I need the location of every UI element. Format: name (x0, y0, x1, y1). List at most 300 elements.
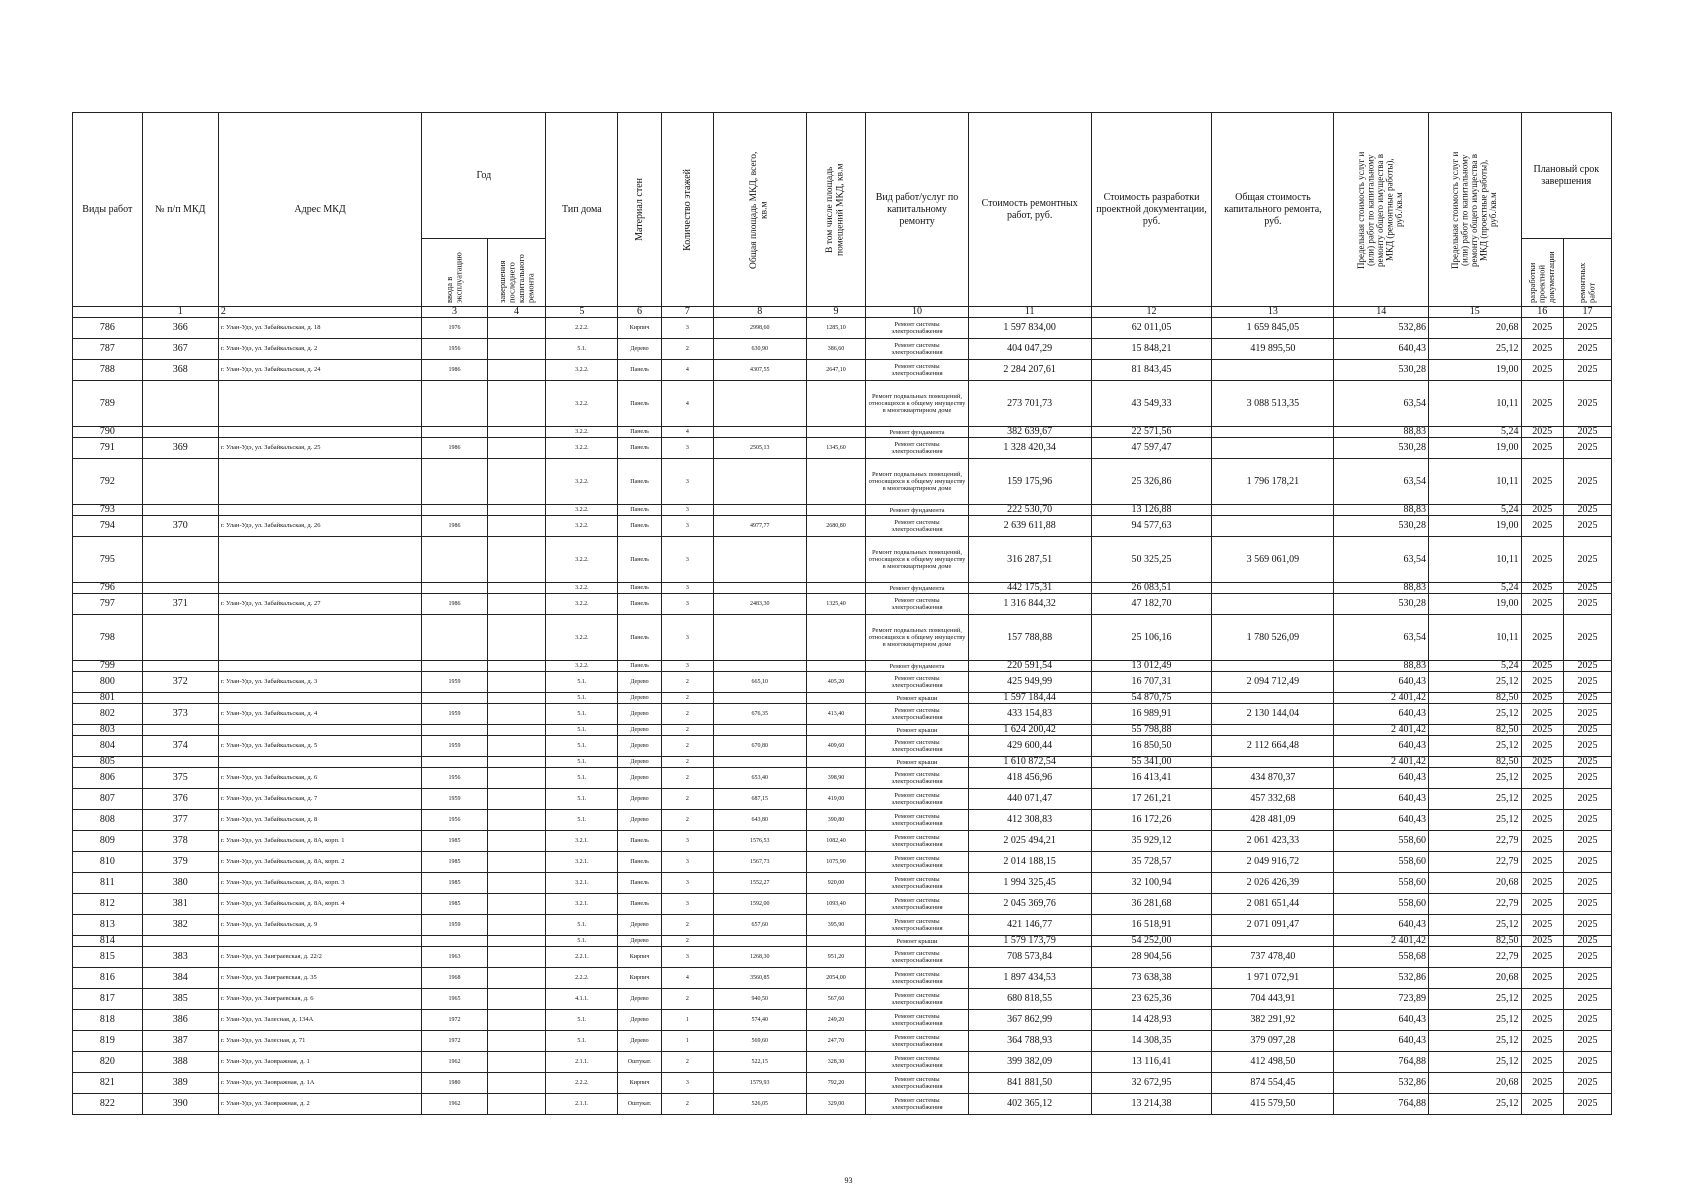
cell-nomer: 382 (142, 915, 218, 936)
column-number: 1 (142, 307, 218, 318)
cell-srok-proekt: 2025 (1521, 831, 1563, 852)
cell-material: Панель (618, 505, 662, 516)
cell-material: Панель (618, 537, 662, 583)
cell-st-rem: 442 175,31 (968, 583, 1091, 594)
cell-vid-uslug: Ремонт системы электроснабжения (866, 789, 968, 810)
cell-god-vvod: 1956 (422, 810, 487, 831)
cell-address: г. Улан-Удэ, ул. Забайкальская, д. 6 (218, 768, 422, 789)
column-number: 10 (866, 307, 968, 318)
cell-srok-proekt: 2025 (1521, 381, 1563, 427)
cell-vid-uslug: Ремонт системы электроснабжения (866, 768, 968, 789)
cell-god-zav (487, 768, 546, 789)
cell-st-proekt: 35 929,12 (1091, 831, 1212, 852)
cell-obsh-pl: 665,10 (714, 672, 807, 693)
cell-srok-rem: 2025 (1563, 1031, 1611, 1052)
table-row (73, 459, 1612, 505)
cell-god-zav (487, 873, 546, 894)
cell-srok-rem: 2025 (1563, 947, 1611, 968)
cell-vid-rabot: 795 (73, 537, 143, 583)
cell-god-zav (487, 704, 546, 725)
cell-etazhi: 2 (661, 915, 713, 936)
cell-etazhi: 2 (661, 339, 713, 360)
cell-etazhi: 3 (661, 438, 713, 459)
cell-address (218, 427, 422, 438)
cell-srok-proekt: 2025 (1521, 810, 1563, 831)
cell-god-vvod: 1962 (422, 1094, 487, 1115)
table-row (73, 757, 1612, 768)
cell-vid-rabot: 805 (73, 757, 143, 768)
table-row (73, 725, 1612, 736)
cell-material: Дерево (618, 672, 662, 693)
cell-pl-pom: 1093,40 (806, 894, 866, 915)
table-row (73, 615, 1612, 661)
cell-address (218, 693, 422, 704)
cell-obsh-pl: 569,60 (714, 1031, 807, 1052)
cell-god-zav (487, 583, 546, 594)
cell-st-proekt: 25 326,86 (1091, 459, 1212, 505)
table-row (73, 947, 1612, 968)
column-number: 13 (1212, 307, 1334, 318)
cell-nomer: 373 (142, 704, 218, 725)
cell-god-vvod: 1986 (422, 438, 487, 459)
cell-obsh-st: 382 291,92 (1212, 1010, 1334, 1031)
cell-god-vvod (422, 505, 487, 516)
cell-pl-pom (806, 459, 866, 505)
cell-nomer (142, 459, 218, 505)
cell-god-zav (487, 968, 546, 989)
cell-pred-proekt: 22,79 (1429, 852, 1522, 873)
table-row (73, 894, 1612, 915)
cell-pred-rem: 640,43 (1334, 672, 1429, 693)
cell-obsh-st: 704 443,91 (1212, 989, 1334, 1010)
cell-nomer: 379 (142, 852, 218, 873)
cell-vid-uslug: Ремонт подвальных помещений, относящихся к общему имуществу в многоквартирном доме (866, 459, 968, 505)
cell-etazhi: 2 (661, 789, 713, 810)
cell-etazhi: 2 (661, 672, 713, 693)
cell-pred-rem: 640,43 (1334, 789, 1429, 810)
table-row (73, 318, 1612, 339)
cell-vid-rabot: 819 (73, 1031, 143, 1052)
cell-god-vvod: 1986 (422, 594, 487, 615)
cell-st-proekt: 32 672,95 (1091, 1073, 1212, 1094)
cell-pl-pom: 1345,60 (806, 438, 866, 459)
cell-god-vvod (422, 615, 487, 661)
table-row (73, 427, 1612, 438)
cell-st-rem: 429 600,44 (968, 736, 1091, 757)
cell-tip-doma: 5.1. (546, 915, 618, 936)
cell-obsh-pl (714, 381, 807, 427)
cell-obsh-st: 1 971 072,91 (1212, 968, 1334, 989)
cell-tip-doma: 3.2.2. (546, 661, 618, 672)
cell-god-vvod: 1985 (422, 873, 487, 894)
cell-nomer: 389 (142, 1073, 218, 1094)
cell-st-rem: 399 382,09 (968, 1052, 1091, 1073)
cell-vid-uslug: Ремонт системы электроснабжения (866, 339, 968, 360)
table-row (73, 968, 1612, 989)
cell-st-rem: 425 949,99 (968, 672, 1091, 693)
cell-material: Дерево (618, 725, 662, 736)
cell-pred-proekt: 19,00 (1429, 360, 1522, 381)
cell-nomer: 367 (142, 339, 218, 360)
cell-st-proekt: 23 625,36 (1091, 989, 1212, 1010)
cell-obsh-pl: 1567,73 (714, 852, 807, 873)
cell-pred-rem: 558,60 (1334, 894, 1429, 915)
table-row (73, 915, 1612, 936)
cell-obsh-pl: 1592,00 (714, 894, 807, 915)
cell-tip-doma: 5.1. (546, 789, 618, 810)
cell-srok-proekt: 2025 (1521, 873, 1563, 894)
cell-material: Панель (618, 852, 662, 873)
cell-obsh-pl: 1576,53 (714, 831, 807, 852)
cell-srok-proekt: 2025 (1521, 936, 1563, 947)
cell-vid-rabot: 807 (73, 789, 143, 810)
cell-address (218, 583, 422, 594)
cell-obsh-pl: 2483,30 (714, 594, 807, 615)
cell-pl-pom (806, 537, 866, 583)
cell-nomer: 381 (142, 894, 218, 915)
cell-vid-rabot: 813 (73, 915, 143, 936)
cell-srok-rem: 2025 (1563, 915, 1611, 936)
cell-address: г. Улан-Удэ, ул. Заиграевская, д. 22/2 (218, 947, 422, 968)
cell-pred-rem: 532,86 (1334, 968, 1429, 989)
cell-vid-rabot: 822 (73, 1094, 143, 1115)
cell-god-zav (487, 339, 546, 360)
header-etazhi: Количество этажей (661, 113, 713, 307)
cell-god-zav (487, 615, 546, 661)
table-row (73, 768, 1612, 789)
cell-vid-uslug: Ремонт системы электроснабжения (866, 831, 968, 852)
cell-srok-rem: 2025 (1563, 1052, 1611, 1073)
cell-nomer (142, 936, 218, 947)
table-row (73, 505, 1612, 516)
cell-pl-pom: 247,70 (806, 1031, 866, 1052)
table-row (73, 989, 1612, 1010)
cell-god-zav (487, 831, 546, 852)
cell-srok-proekt: 2025 (1521, 736, 1563, 757)
column-number: 3 (422, 307, 487, 318)
cell-obsh-st: 1 796 178,21 (1212, 459, 1334, 505)
cell-srok-proekt: 2025 (1521, 459, 1563, 505)
cell-pred-proekt: 82,50 (1429, 693, 1522, 704)
cell-etazhi: 2 (661, 736, 713, 757)
cell-vid-rabot: 790 (73, 427, 143, 438)
table-row (73, 537, 1612, 583)
cell-srok-proekt: 2025 (1521, 1052, 1563, 1073)
cell-god-vvod: 1985 (422, 852, 487, 873)
cell-pl-pom (806, 583, 866, 594)
cell-obsh-st (1212, 438, 1334, 459)
cell-srok-rem: 2025 (1563, 339, 1611, 360)
cell-pred-proekt: 10,11 (1429, 537, 1522, 583)
cell-tip-doma: 5.1. (546, 672, 618, 693)
cell-vid-uslug: Ремонт системы электроснабжения (866, 704, 968, 725)
cell-god-vvod (422, 427, 487, 438)
cell-tip-doma: 3.2.2. (546, 615, 618, 661)
cell-god-vvod (422, 936, 487, 947)
cell-srok-proekt: 2025 (1521, 537, 1563, 583)
cell-nomer: 366 (142, 318, 218, 339)
cell-obsh-pl: 2998,60 (714, 318, 807, 339)
cell-material: Панель (618, 583, 662, 594)
table-row (73, 789, 1612, 810)
cell-tip-doma: 3.2.1. (546, 894, 618, 915)
cell-pred-proekt: 25,12 (1429, 810, 1522, 831)
cell-srok-rem: 2025 (1563, 736, 1611, 757)
cell-obsh-st (1212, 583, 1334, 594)
cell-material: Оштукат. (618, 1052, 662, 1073)
cell-nomer (142, 725, 218, 736)
cell-god-vvod (422, 661, 487, 672)
cell-god-zav (487, 594, 546, 615)
cell-material: Панель (618, 381, 662, 427)
cell-nomer: 384 (142, 968, 218, 989)
cell-srok-rem: 2025 (1563, 318, 1611, 339)
column-number: 16 (1521, 307, 1563, 318)
cell-srok-rem: 2025 (1563, 831, 1611, 852)
cell-srok-proekt: 2025 (1521, 1094, 1563, 1115)
cell-vid-rabot: 820 (73, 1052, 143, 1073)
cell-obsh-st: 428 481,09 (1212, 810, 1334, 831)
cell-st-proekt: 16 518,91 (1091, 915, 1212, 936)
cell-tip-doma: 5.1. (546, 1010, 618, 1031)
cell-pred-rem: 558,60 (1334, 873, 1429, 894)
cell-st-rem: 1 597 184,44 (968, 693, 1091, 704)
cell-pred-proekt: 25,12 (1429, 704, 1522, 725)
cell-tip-doma: 5.1. (546, 768, 618, 789)
cell-god-zav (487, 516, 546, 537)
cell-pred-rem: 530,28 (1334, 360, 1429, 381)
cell-obsh-pl (714, 583, 807, 594)
cell-address: г. Улан-Удэ, ул. Забайкальская, д. 8 (218, 810, 422, 831)
cell-nomer (142, 583, 218, 594)
cell-pred-proekt: 82,50 (1429, 725, 1522, 736)
cell-st-rem: 421 146,77 (968, 915, 1091, 936)
header-obsh-st: Общая стоимость капитального ремонта, руб. (1212, 113, 1334, 307)
cell-tip-doma: 3.2.1. (546, 831, 618, 852)
cell-pred-rem: 530,28 (1334, 594, 1429, 615)
cell-st-rem: 680 818,55 (968, 989, 1091, 1010)
column-number: 6 (618, 307, 662, 318)
cell-st-rem: 159 175,96 (968, 459, 1091, 505)
cell-srok-proekt: 2025 (1521, 360, 1563, 381)
cell-vid-rabot: 789 (73, 381, 143, 427)
cell-god-zav (487, 381, 546, 427)
cell-pred-proekt: 25,12 (1429, 1010, 1522, 1031)
cell-pred-proekt: 19,00 (1429, 516, 1522, 537)
cell-srok-proekt: 2025 (1521, 704, 1563, 725)
cell-nomer: 388 (142, 1052, 218, 1073)
cell-material: Дерево (618, 915, 662, 936)
cell-etazhi: 2 (661, 725, 713, 736)
cell-srok-proekt: 2025 (1521, 989, 1563, 1010)
cell-st-rem: 404 047,29 (968, 339, 1091, 360)
cell-pred-proekt: 10,11 (1429, 381, 1522, 427)
cell-tip-doma: 3.2.2. (546, 381, 618, 427)
cell-etazhi: 1 (661, 1010, 713, 1031)
cell-vid-rabot: 796 (73, 583, 143, 594)
table-row (73, 672, 1612, 693)
cell-pl-pom: 2054,00 (806, 968, 866, 989)
cell-srok-rem: 2025 (1563, 693, 1611, 704)
cell-obsh-pl: 574,40 (714, 1010, 807, 1031)
cell-pl-pom: 386,60 (806, 339, 866, 360)
cell-srok-rem: 2025 (1563, 810, 1611, 831)
cell-obsh-st: 379 097,28 (1212, 1031, 1334, 1052)
cell-nomer (142, 693, 218, 704)
cell-st-rem: 1 316 844,32 (968, 594, 1091, 615)
cell-material: Кирпич (618, 968, 662, 989)
cell-vid-uslug: Ремонт системы электроснабжения (866, 1031, 968, 1052)
column-number: 8 (714, 307, 807, 318)
cell-srok-proekt: 2025 (1521, 583, 1563, 594)
cell-god-zav (487, 989, 546, 1010)
cell-material: Дерево (618, 989, 662, 1010)
cell-vid-uslug: Ремонт системы электроснабжения (866, 318, 968, 339)
cell-vid-uslug: Ремонт подвальных помещений, относящихся к общему имуществу в многоквартирном доме (866, 537, 968, 583)
table-row (73, 1031, 1612, 1052)
cell-vid-rabot: 817 (73, 989, 143, 1010)
cell-pred-proekt: 25,12 (1429, 736, 1522, 757)
cell-vid-rabot: 802 (73, 704, 143, 725)
cell-address: г. Улан-Удэ, ул. Забайкальская, д. 18 (218, 318, 422, 339)
cell-pred-proekt: 19,00 (1429, 438, 1522, 459)
cell-nomer: 369 (142, 438, 218, 459)
cell-pred-rem: 2 401,42 (1334, 936, 1429, 947)
table-row (73, 693, 1612, 704)
cell-obsh-pl: 1552,27 (714, 873, 807, 894)
cell-material: Оштукат. (618, 1094, 662, 1115)
cell-god-vvod: 1986 (422, 360, 487, 381)
cell-vid-uslug: Ремонт системы электроснабжения (866, 1094, 968, 1115)
cell-vid-rabot: 793 (73, 505, 143, 516)
header-pred-rem: Предельная стоимость услуг и (или) работ по капитальному ремонту общего имущества в МКД (ремонтные работы), руб./кв.м (1334, 113, 1429, 307)
cell-st-rem: 2 014 188,15 (968, 852, 1091, 873)
cell-god-vvod (422, 757, 487, 768)
table-row (73, 852, 1612, 873)
cell-st-proekt: 55 341,00 (1091, 757, 1212, 768)
cell-god-vvod: 1985 (422, 831, 487, 852)
cell-st-rem: 2 284 207,61 (968, 360, 1091, 381)
cell-nomer: 368 (142, 360, 218, 381)
cell-tip-doma: 5.1. (546, 725, 618, 736)
cell-etazhi: 3 (661, 594, 713, 615)
cell-srok-proekt: 2025 (1521, 339, 1563, 360)
cell-obsh-pl: 526,05 (714, 1094, 807, 1115)
cell-vid-uslug: Ремонт системы электроснабжения (866, 360, 968, 381)
cell-srok-rem: 2025 (1563, 968, 1611, 989)
cell-god-vvod: 1959 (422, 704, 487, 725)
cell-nomer (142, 661, 218, 672)
cell-st-rem: 418 456,96 (968, 768, 1091, 789)
cell-srok-rem: 2025 (1563, 1094, 1611, 1115)
cell-obsh-st (1212, 757, 1334, 768)
cell-address: г. Улан-Удэ, ул. Заовражная, д. 1А (218, 1073, 422, 1094)
cell-pred-proekt: 25,12 (1429, 915, 1522, 936)
cell-tip-doma: 2.2.1. (546, 947, 618, 968)
header-adres: Адрес МКД (218, 113, 422, 307)
cell-pred-proekt: 25,12 (1429, 339, 1522, 360)
cell-obsh-pl: 670,80 (714, 736, 807, 757)
cell-vid-uslug: Ремонт фундамента (866, 427, 968, 438)
cell-srok-proekt: 2025 (1521, 438, 1563, 459)
cell-obsh-pl: 653,40 (714, 768, 807, 789)
cell-pred-rem: 640,43 (1334, 704, 1429, 725)
cell-tip-doma: 5.1. (546, 810, 618, 831)
cell-st-proekt: 14 428,93 (1091, 1010, 1212, 1031)
cell-pred-rem: 88,83 (1334, 661, 1429, 672)
cell-pl-pom (806, 615, 866, 661)
cell-obsh-st: 2 049 916,72 (1212, 852, 1334, 873)
cell-nomer: 376 (142, 789, 218, 810)
cell-st-rem: 273 701,73 (968, 381, 1091, 427)
capital-repair-table (72, 112, 1612, 1115)
cell-obsh-st: 2 130 144,04 (1212, 704, 1334, 725)
cell-srok-rem: 2025 (1563, 516, 1611, 537)
cell-pred-proekt: 25,12 (1429, 989, 1522, 1010)
cell-god-vvod: 1972 (422, 1010, 487, 1031)
cell-st-proekt: 55 798,88 (1091, 725, 1212, 736)
cell-vid-uslug: Ремонт системы электроснабжения (866, 968, 968, 989)
cell-obsh-st: 2 071 091,47 (1212, 915, 1334, 936)
cell-tip-doma: 3.2.2. (546, 427, 618, 438)
column-number: 15 (1429, 307, 1522, 318)
cell-material: Панель (618, 873, 662, 894)
cell-vid-rabot: 797 (73, 594, 143, 615)
cell-srok-proekt: 2025 (1521, 516, 1563, 537)
cell-etazhi: 3 (661, 516, 713, 537)
cell-vid-uslug: Ремонт фундамента (866, 505, 968, 516)
cell-obsh-st: 2 061 423,33 (1212, 831, 1334, 852)
cell-srok-proekt: 2025 (1521, 1073, 1563, 1094)
cell-god-zav (487, 852, 546, 873)
cell-st-rem: 364 788,93 (968, 1031, 1091, 1052)
cell-god-vvod (422, 583, 487, 594)
cell-obsh-pl: 630,90 (714, 339, 807, 360)
cell-obsh-pl (714, 661, 807, 672)
header-god-zav: завершения последнего капитального ремонта (487, 239, 546, 307)
cell-god-zav (487, 459, 546, 505)
cell-vid-rabot: 804 (73, 736, 143, 757)
cell-god-vvod: 1956 (422, 768, 487, 789)
header-vid-uslug: Вид работ/услуг по капитальному ремонту (866, 113, 968, 307)
cell-address (218, 505, 422, 516)
cell-pred-proekt: 20,68 (1429, 318, 1522, 339)
cell-st-rem: 1 994 325,45 (968, 873, 1091, 894)
cell-vid-uslug: Ремонт подвальных помещений, относящихся к общему имуществу в многоквартирном доме (866, 615, 968, 661)
cell-st-rem: 222 530,70 (968, 505, 1091, 516)
cell-nomer (142, 381, 218, 427)
cell-pl-pom: 920,00 (806, 873, 866, 894)
cell-god-zav (487, 725, 546, 736)
cell-obsh-pl: 2505,13 (714, 438, 807, 459)
table-row (73, 810, 1612, 831)
cell-st-proekt: 28 904,56 (1091, 947, 1212, 968)
cell-address (218, 661, 422, 672)
table-row (73, 831, 1612, 852)
cell-pred-proekt: 10,11 (1429, 459, 1522, 505)
cell-pred-rem: 640,43 (1334, 1010, 1429, 1031)
cell-obsh-st: 419 895,50 (1212, 339, 1334, 360)
table-row (73, 1073, 1612, 1094)
table-row (73, 1010, 1612, 1031)
cell-st-proekt: 13 126,88 (1091, 505, 1212, 516)
cell-vid-uslug: Ремонт системы электроснабжения (866, 894, 968, 915)
cell-obsh-pl (714, 615, 807, 661)
cell-st-rem: 1 897 434,53 (968, 968, 1091, 989)
cell-god-vvod: 1962 (422, 1052, 487, 1073)
cell-vid-uslug: Ремонт системы электроснабжения (866, 516, 968, 537)
cell-god-zav (487, 894, 546, 915)
